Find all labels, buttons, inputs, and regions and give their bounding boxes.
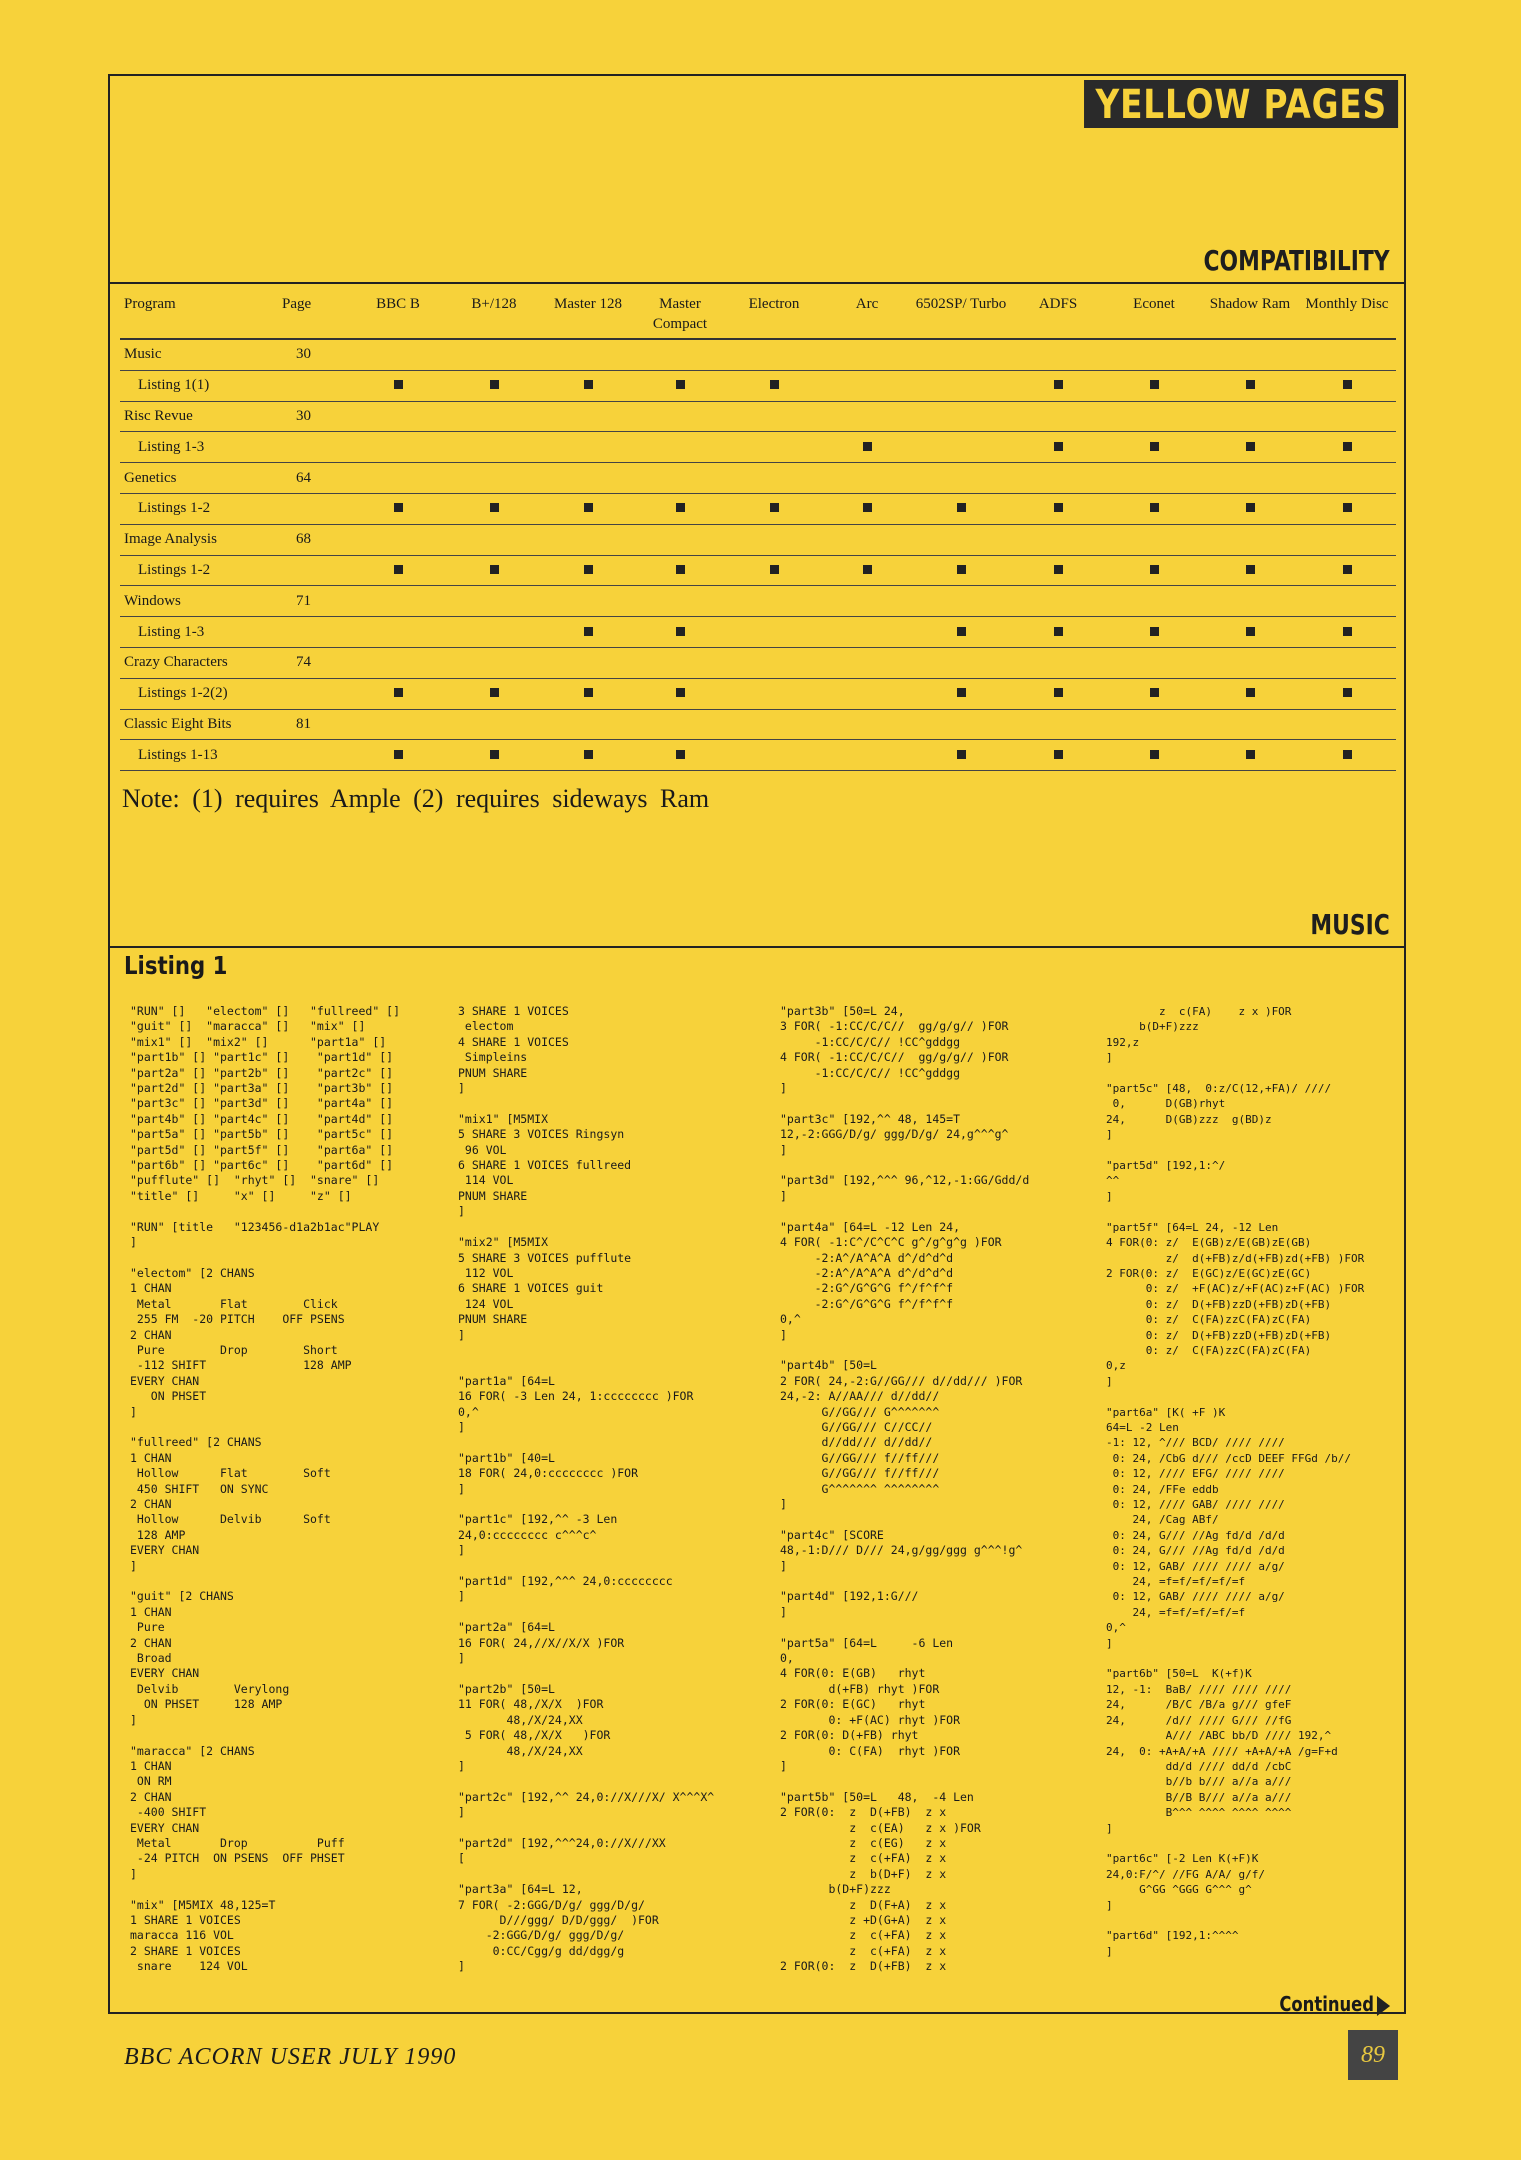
compat-cell (634, 678, 726, 709)
table-row (120, 432, 1396, 463)
page-cell (280, 370, 350, 401)
compatible-mark-icon (1150, 688, 1159, 697)
compat-cell (726, 709, 822, 740)
compat-cell (446, 586, 542, 617)
compatible-mark-icon (1343, 442, 1352, 451)
compat-cell (542, 647, 634, 678)
compat-cell (1010, 463, 1106, 494)
listing-column-2: 3 SHARE 1 VOICES electom 4 SHARE 1 VOICES Simpleins PNUM SHARE ] "mix1" [M5MIX 5 SHARE 3 VOICES Ringsyn 96 VOL 6 SHARE 1 VOICES fullreed 114 VOL PNUM SHARE ] "mix2" [M5MIX 5 SHARE 3 VOICES pufflute 112 VOL 6 SHARE 1 VOICES guit 124 VOL PNUM SHARE ] "part1a" [64=L 16 FOR( -3 Len 24, 1:cccccccc )FOR 0,^ ] "part1b" [40=L 18 FOR( 24,0:cccccccc )FOR ] "part1c" [192,^^ -3 Len 24,0:cccccccc c^^^c^ ] "part1d" [192,^^^ 24,0:cccccccc ] "part2a" [64=L 16 FOR( 24,//X//X/X )FOR ] "part2b" [50=L 11 FOR( 48,/X/X )FOR 48,/X/24,XX 5 FOR( 48,/X/X )FOR 48,/X/24,XX ] "part2c" [192,^^ 24,0://X///X/ X^^^X^ ] "part2d" [192,^^^24,0://X///XX [ "part3a" [64=L 12, 7 FOR( -2:GGG/D/g/ ggg/D/g/ D///ggg/ D/D/ggg/ )FOR -2:GGG/D/g/ ggg/D/g/ 0:CC/Cgg/g dd/dgg/g ] (458, 1004, 715, 1974)
compatible-mark-icon (584, 750, 593, 759)
compatible-mark-icon (1246, 750, 1255, 759)
compat-cell (1106, 617, 1202, 648)
program-name: Genetics (120, 463, 280, 494)
compat-cell (446, 524, 542, 555)
compat-cell (1202, 463, 1298, 494)
compat-cell (350, 370, 446, 401)
compat-cell (634, 647, 726, 678)
compat-cell (446, 370, 542, 401)
column-header: Econet (1106, 288, 1202, 339)
compatible-mark-icon (1150, 627, 1159, 636)
compat-cell (912, 617, 1010, 648)
compat-cell (726, 586, 822, 617)
compat-cell (542, 432, 634, 463)
compat-cell (542, 709, 634, 740)
compatible-mark-icon (1343, 627, 1352, 636)
compat-cell (1106, 555, 1202, 586)
compat-cell (446, 463, 542, 494)
compatible-mark-icon (957, 503, 966, 512)
compat-cell (634, 339, 726, 370)
compatible-mark-icon (394, 380, 403, 389)
compatible-mark-icon (1343, 565, 1352, 574)
compat-cell (1010, 678, 1106, 709)
compatible-mark-icon (584, 503, 593, 512)
page-cell: 68 (280, 524, 350, 555)
compat-cell (350, 709, 446, 740)
compatible-mark-icon (957, 565, 966, 574)
compat-cell (822, 339, 912, 370)
program-name: Music (120, 339, 280, 370)
compat-cell (1202, 709, 1298, 740)
compatible-mark-icon (490, 750, 499, 759)
compat-cell (822, 401, 912, 432)
compatible-mark-icon (394, 750, 403, 759)
column-header: Monthly Disc (1298, 288, 1396, 339)
compat-cell (1010, 740, 1106, 771)
compat-cell (1010, 709, 1106, 740)
compat-cell (822, 555, 912, 586)
compat-cell (1106, 586, 1202, 617)
compatible-mark-icon (1054, 565, 1063, 574)
program-name: Crazy Characters (120, 647, 280, 678)
compat-cell (1298, 678, 1396, 709)
program-name: Windows (120, 586, 280, 617)
compat-cell (634, 432, 726, 463)
compat-cell (350, 740, 446, 771)
program-name: Listings 1-2 (120, 555, 280, 586)
compat-cell (1106, 524, 1202, 555)
compatible-mark-icon (957, 688, 966, 697)
compat-cell (726, 370, 822, 401)
page-cell: 30 (280, 339, 350, 370)
compat-cell (1202, 401, 1298, 432)
compatible-mark-icon (1054, 442, 1063, 451)
compat-cell (1298, 370, 1396, 401)
table-row (120, 493, 1396, 524)
compat-cell (822, 463, 912, 494)
compatible-mark-icon (1054, 627, 1063, 636)
column-header: Program (120, 288, 280, 339)
program-name: Classic Eight Bits (120, 709, 280, 740)
compat-cell (1106, 678, 1202, 709)
page-cell: 64 (280, 463, 350, 494)
compatible-mark-icon (676, 380, 685, 389)
compatible-mark-icon (490, 565, 499, 574)
column-header: Electron (726, 288, 822, 339)
compat-cell (822, 647, 912, 678)
compat-cell (446, 678, 542, 709)
compatible-mark-icon (676, 750, 685, 759)
page-cell (280, 493, 350, 524)
compat-cell (912, 586, 1010, 617)
compat-cell (1010, 432, 1106, 463)
compat-cell (446, 709, 542, 740)
compat-cell (822, 586, 912, 617)
table-header-row (120, 288, 1396, 339)
compat-cell (912, 370, 1010, 401)
compatible-mark-icon (1246, 688, 1255, 697)
table-row (120, 401, 1396, 432)
arrow-right-icon (1377, 1996, 1390, 2016)
compatible-mark-icon (1150, 442, 1159, 451)
compat-cell (1202, 555, 1298, 586)
compat-cell (634, 740, 726, 771)
table-row (120, 370, 1396, 401)
compat-cell (1298, 401, 1396, 432)
compatible-mark-icon (1054, 503, 1063, 512)
compatible-mark-icon (1150, 503, 1159, 512)
column-header: Master 128 (542, 288, 634, 339)
compat-cell (726, 493, 822, 524)
compat-cell (350, 647, 446, 678)
compatible-mark-icon (394, 503, 403, 512)
compatible-mark-icon (1054, 380, 1063, 389)
compat-cell (1298, 740, 1396, 771)
table-row (120, 339, 1396, 370)
table-row (120, 555, 1396, 586)
compat-cell (350, 493, 446, 524)
compatible-mark-icon (770, 503, 779, 512)
compat-cell (446, 740, 542, 771)
compat-cell (822, 617, 912, 648)
compat-cell (1106, 463, 1202, 494)
compat-cell (912, 709, 1010, 740)
program-name: Listing 1-3 (120, 432, 280, 463)
music-heading: MUSIC (1310, 908, 1390, 941)
compatible-mark-icon (957, 627, 966, 636)
compat-cell (1010, 401, 1106, 432)
compat-cell (634, 370, 726, 401)
compatible-mark-icon (863, 442, 872, 451)
page-cell: 74 (280, 647, 350, 678)
program-name: Listing 1-3 (120, 617, 280, 648)
compat-cell (726, 678, 822, 709)
compatible-mark-icon (490, 380, 499, 389)
compat-cell (1298, 339, 1396, 370)
compat-cell (1106, 432, 1202, 463)
compat-cell (1106, 370, 1202, 401)
column-header: Shadow Ram (1202, 288, 1298, 339)
table-row (120, 678, 1396, 709)
compat-cell (542, 401, 634, 432)
compatible-mark-icon (1343, 688, 1352, 697)
compat-cell (542, 524, 634, 555)
program-name: Listings 1-2 (120, 493, 280, 524)
compat-cell (1298, 709, 1396, 740)
compatible-mark-icon (1150, 750, 1159, 759)
compat-cell (446, 432, 542, 463)
table-row (120, 617, 1396, 648)
compat-cell (1010, 555, 1106, 586)
compat-cell (542, 463, 634, 494)
compatible-mark-icon (863, 565, 872, 574)
compat-cell (1202, 586, 1298, 617)
compat-cell (542, 678, 634, 709)
compatible-mark-icon (676, 503, 685, 512)
compatibility-note: Note: (1) requires Ample (2) requires sideways Ram (122, 784, 710, 813)
program-name: Image Analysis (120, 524, 280, 555)
compat-cell (726, 463, 822, 494)
compat-cell (634, 555, 726, 586)
compat-cell (1202, 370, 1298, 401)
compat-cell (446, 339, 542, 370)
continued-text: Continued (1278, 1992, 1374, 2016)
compat-cell (446, 555, 542, 586)
compat-cell (912, 555, 1010, 586)
compat-cell (350, 339, 446, 370)
compat-cell (542, 740, 634, 771)
compat-cell (1106, 493, 1202, 524)
compatible-mark-icon (770, 380, 779, 389)
compatible-mark-icon (1246, 380, 1255, 389)
compatibility-heading: COMPATIBILITY (1203, 244, 1390, 277)
compat-cell (822, 370, 912, 401)
compat-cell (822, 524, 912, 555)
compat-cell (1298, 432, 1396, 463)
compat-cell (1202, 617, 1298, 648)
compat-cell (634, 401, 726, 432)
page-cell (280, 432, 350, 463)
compat-cell (542, 339, 634, 370)
compatible-mark-icon (1150, 565, 1159, 574)
compat-cell (1298, 617, 1396, 648)
compat-cell (822, 493, 912, 524)
compat-cell (822, 432, 912, 463)
compat-cell (542, 555, 634, 586)
compat-cell (822, 740, 912, 771)
compatible-mark-icon (1343, 750, 1352, 759)
compatible-mark-icon (1054, 688, 1063, 697)
compatible-mark-icon (1054, 750, 1063, 759)
compat-cell (634, 586, 726, 617)
divider (110, 282, 1404, 284)
compat-cell (350, 617, 446, 648)
compat-cell (726, 617, 822, 648)
compat-cell (1202, 339, 1298, 370)
table-row (120, 647, 1396, 678)
compat-cell (634, 524, 726, 555)
column-header: Arc (822, 288, 912, 339)
compat-cell (634, 493, 726, 524)
compatible-mark-icon (394, 565, 403, 574)
compat-cell (1298, 555, 1396, 586)
page-cell: 81 (280, 709, 350, 740)
table-row (120, 524, 1396, 555)
compat-cell (446, 401, 542, 432)
compat-cell (1298, 463, 1396, 494)
column-header: BBC B (350, 288, 446, 339)
compat-cell (1202, 432, 1298, 463)
column-header: Master Compact (634, 288, 726, 339)
compat-cell (726, 401, 822, 432)
compat-cell (446, 493, 542, 524)
page-cell: 71 (280, 586, 350, 617)
compat-cell (1010, 370, 1106, 401)
compat-cell (912, 493, 1010, 524)
compatible-mark-icon (584, 627, 593, 636)
compat-cell (726, 647, 822, 678)
compat-cell (350, 555, 446, 586)
compatibility-table (120, 288, 1396, 771)
compat-cell (1106, 339, 1202, 370)
compatible-mark-icon (1246, 442, 1255, 451)
compat-cell (1106, 647, 1202, 678)
compatible-mark-icon (770, 565, 779, 574)
compat-cell (1010, 493, 1106, 524)
compat-cell (350, 678, 446, 709)
table-body (120, 339, 1396, 771)
compat-cell (1202, 647, 1298, 678)
column-header: Page (280, 288, 350, 339)
compatible-mark-icon (584, 688, 593, 697)
listing-column-3: "part3b" [50=L 24, 3 FOR( -1:CC/C/C// gg/g/g// )FOR -1:CC/C/C// !CC^gddgg 4 FOR( -1:CC/C/C// gg/g/g// )FOR -1:CC/C/C// !CC^gddgg ] "part3c" [192,^^ 48, 145=T 12,-2:GGG/D/g/ ggg/D/g/ 24,g^^^g^ ] "part3d" [192,^^^ 96,^12,-1:GG/Gdd/d ] "part4a" [64=L -12 Len 24, 4 FOR( -1:C^/C^C^C g^/g^g^g )FOR -2:A^/A^A^A d^/d^d^d -2:A^/A^A^A d^/d^d^d -2:G^/G^G^G f^/f^f^f -2:G^/G^G^G f^/f^f^f 0,^ ] "part4b" [50=L 2 FOR( 24,-2:G//GG/// d//dd/// )FOR 24,-2: A//AA/// d//dd// G//GG/// G^^^^^^^ G//GG/// C//CC// d//dd/// d//dd// G//GG/// f//ff/// G//GG/// f//ff/// G^^^^^^^ ^^^^^^^^ ] "part4c" [SCORE 48,-1:D/// D/// 24,g/gg/ggg g^^^!g^ ] "part4d" [192,1:G/// ] "part5a" [64=L -6 Len 0, 4 FOR(0: E(GB) rhyt d(+FB) rhyt )FOR 2 FOR(0: E(GC) rhyt 0: +F(AC) rhyt )FOR 2 FOR(0: D(+FB) rhyt 0: C(FA) rhyt )FOR ] "part5b" [50=L 48, -4 Len 2 FOR(0: z D(+FB) z x z c(EA) z x )FOR z c(EG) z x z c(+FA) z x z b(D+F) z x b(D+F)zzz z D(F+A) z x z +D(G+A) z x z c(+FA) z x z c(+FA) z x 2 FOR(0: z D(+FB) z x (780, 1004, 1030, 1974)
compatible-mark-icon (584, 565, 593, 574)
compat-cell (1298, 586, 1396, 617)
compat-cell (350, 432, 446, 463)
listing-column-1: "RUN" [] "electom" [] "fullreed" [] "guit" [] "maracca" [] "mix" [] "mix1" [] "mix2" [] "part1a" [] "part1b" [] "part1c" [] "part1d" [] "part2a" [] "part2b" [] "part2c" [] "part2d" [] "part3a" [] "part3b" [] "part3c" [] "part3d" [] "part4a" [] "part4b" [] "part4c" [] "part4d" [] "part5a" [] "part5b" [] "part5c" [] "part5d" [] "part5f" [] "part6a" [] "part6b" [] "part6c" [] "part6d" [] "pufflute" [] "rhyt" [] "snare" [] "title" [] "x" [] "z" [] "RUN" [title "123456-d1a2b1ac"PLAY ] "electom" [2 CHANS 1 CHAN Metal Flat Click 255 FM -20 PITCH OFF PSENS 2 CHAN Pure Drop Short -112 SHIFT 128 AMP EVERY CHAN ON PHSET ] "fullreed" [2 CHANS 1 CHAN Hollow Flat Soft 450 SHIFT ON SYNC 2 CHAN Hollow Delvib Soft 128 AMP EVERY CHAN ] "guit" [2 CHANS 1 CHAN Pure 2 CHAN Broad EVERY CHAN Delvib Verylong ON PHSET 128 AMP ] "maracca" [2 CHANS 1 CHAN ON RM 2 CHAN -400 SHIFT EVERY CHAN Metal Drop Puff -24 PITCH ON PSENS OFF PHSET ] "mix" [M5MIX 48,125=T 1 SHARE 1 VOICES maracca 116 VOL 2 SHARE 1 VOICES snare 124 VOL (130, 1004, 401, 1974)
compat-cell (1106, 401, 1202, 432)
page-number: 89 (1348, 2030, 1398, 2080)
compat-cell (912, 647, 1010, 678)
program-name: Risc Revue (120, 401, 280, 432)
compat-cell (1106, 709, 1202, 740)
compatible-mark-icon (676, 688, 685, 697)
compat-cell (1010, 586, 1106, 617)
compatible-mark-icon (957, 750, 966, 759)
table-row (120, 709, 1396, 740)
compatible-mark-icon (863, 503, 872, 512)
compat-cell (1202, 740, 1298, 771)
page-frame (108, 74, 1406, 2014)
compat-cell (542, 586, 634, 617)
compatible-mark-icon (676, 565, 685, 574)
compat-cell (822, 709, 912, 740)
compat-cell (1010, 647, 1106, 678)
compatible-mark-icon (490, 503, 499, 512)
column-header: 6502SP/ Turbo (912, 288, 1010, 339)
page-cell: 30 (280, 401, 350, 432)
table-row (120, 740, 1396, 771)
divider (110, 946, 1404, 948)
table-row (120, 463, 1396, 494)
compatible-mark-icon (676, 627, 685, 636)
continued-label (1279, 1992, 1390, 2016)
compat-cell (350, 463, 446, 494)
compat-cell (634, 617, 726, 648)
listing-title: Listing 1 (124, 951, 228, 980)
column-header: ADFS (1010, 288, 1106, 339)
compatible-mark-icon (1246, 565, 1255, 574)
compat-cell (542, 370, 634, 401)
compat-cell (1010, 617, 1106, 648)
compat-cell (912, 678, 1010, 709)
page-cell (280, 740, 350, 771)
compatible-mark-icon (1343, 503, 1352, 512)
compat-cell (1202, 678, 1298, 709)
compat-cell (542, 493, 634, 524)
compat-cell (726, 555, 822, 586)
listing-column-4: z c(FA) z x )FOR b(D+F)zzz 192,z ] "part5c" [48, 0:z/C(12,+FA)/ //// 0, D(GB)rhyt 24, D(GB)zzz g(BD)z ] "part5d" [192,1:^/ ^^ ] "part5f" [64=L 24, -12 Len 4 FOR(0: z/ E(GB)z/E(GB)zE(GB) z/ d(+FB)z/d(+FB)zd(+FB) )FOR 2 FOR(0: z/ E(GC)z/E(GC)zE(GC) 0: z/ +F(AC)z/+F(AC)z+F(AC) )FOR 0: z/ D(+FB)zzD(+FB)zD(+FB) 0: z/ C(FA)zzC(FA)zC(FA) 0: z/ D(+FB)zzD(+FB)zD(+FB) 0: z/ C(FA)zzC(FA)zC(FA) 0,z ] "part6a" [K( +F )K 64=L -2 Len -1: 12, ^/// BCD/ //// //// 0: 24, /CbG d/// /ccD DEEF FFGd /b// 0: 12, //// EFG/ //// //// 0: 24, /FFe eddb 0: 12, //// GAB/ //// //// 24, /Cag ABf/ 0: 24, G/// //Ag fd/d /d/d 0: 24, G/// //Ag fd/d /d/d 0: 12, GAB/ //// //// a/g/ 24, =f=f/=f/=f/=f 0: 12, GAB/ //// //// a/g/ 24, =f=f/=f/=f/=f 0,^ ] "part6b" [50=L K(+f)K 12, -1: BaB/ //// //// //// 24, /B/C /B/a g/// gfeF 24, /d// //// G/// //fG A/// /ABC bb/D //// 192,^ 24, 0: +A+A/+A //// +A+A/+A /g=F+d dd/d //// dd/d /cbC b//b b/// a//a a/// B//B B/// a//a a/// B^^^ ^^^^ ^^^^ ^^^^ ] "part6c" [-2 Len K(+F)K 24,0:F/^/ //FG A/A/ g/f/ G^GG ^GGG G^^^ g^ ] "part6d" [192,1:^^^^ ] (1106, 1005, 1365, 1958)
compat-cell (726, 524, 822, 555)
compat-cell (726, 740, 822, 771)
compat-cell (446, 647, 542, 678)
compat-cell (1202, 524, 1298, 555)
compat-cell (726, 339, 822, 370)
compat-cell (912, 463, 1010, 494)
compat-cell (1010, 339, 1106, 370)
compat-cell (1010, 524, 1106, 555)
page-cell (280, 555, 350, 586)
compatible-mark-icon (1150, 380, 1159, 389)
compat-cell (1202, 493, 1298, 524)
program-name: Listing 1(1) (120, 370, 280, 401)
compat-cell (350, 401, 446, 432)
compat-cell (822, 678, 912, 709)
compat-cell (350, 524, 446, 555)
table-row (120, 586, 1396, 617)
compatible-mark-icon (1246, 503, 1255, 512)
compat-cell (634, 463, 726, 494)
yellow-pages-banner: YELLOW PAGES (1084, 80, 1398, 128)
compat-cell (634, 709, 726, 740)
compat-cell (912, 401, 1010, 432)
compat-cell (350, 586, 446, 617)
compat-cell (912, 740, 1010, 771)
compat-cell (912, 524, 1010, 555)
compatible-mark-icon (394, 688, 403, 697)
compat-cell (542, 617, 634, 648)
publication-footer: BBC ACORN USER JULY 1990 (124, 2044, 457, 2070)
program-name: Listings 1-13 (120, 740, 280, 771)
program-name: Listings 1-2(2) (120, 678, 280, 709)
compat-cell (1298, 647, 1396, 678)
compat-cell (912, 432, 1010, 463)
compat-cell (1106, 740, 1202, 771)
page-cell (280, 678, 350, 709)
compatible-mark-icon (1246, 627, 1255, 636)
compat-cell (1298, 493, 1396, 524)
compat-cell (1298, 524, 1396, 555)
compatible-mark-icon (1343, 380, 1352, 389)
column-header: B+/128 (446, 288, 542, 339)
compat-cell (912, 339, 1010, 370)
compatible-mark-icon (490, 688, 499, 697)
page-cell (280, 617, 350, 648)
compat-cell (726, 432, 822, 463)
compat-cell (446, 617, 542, 648)
compatible-mark-icon (584, 380, 593, 389)
